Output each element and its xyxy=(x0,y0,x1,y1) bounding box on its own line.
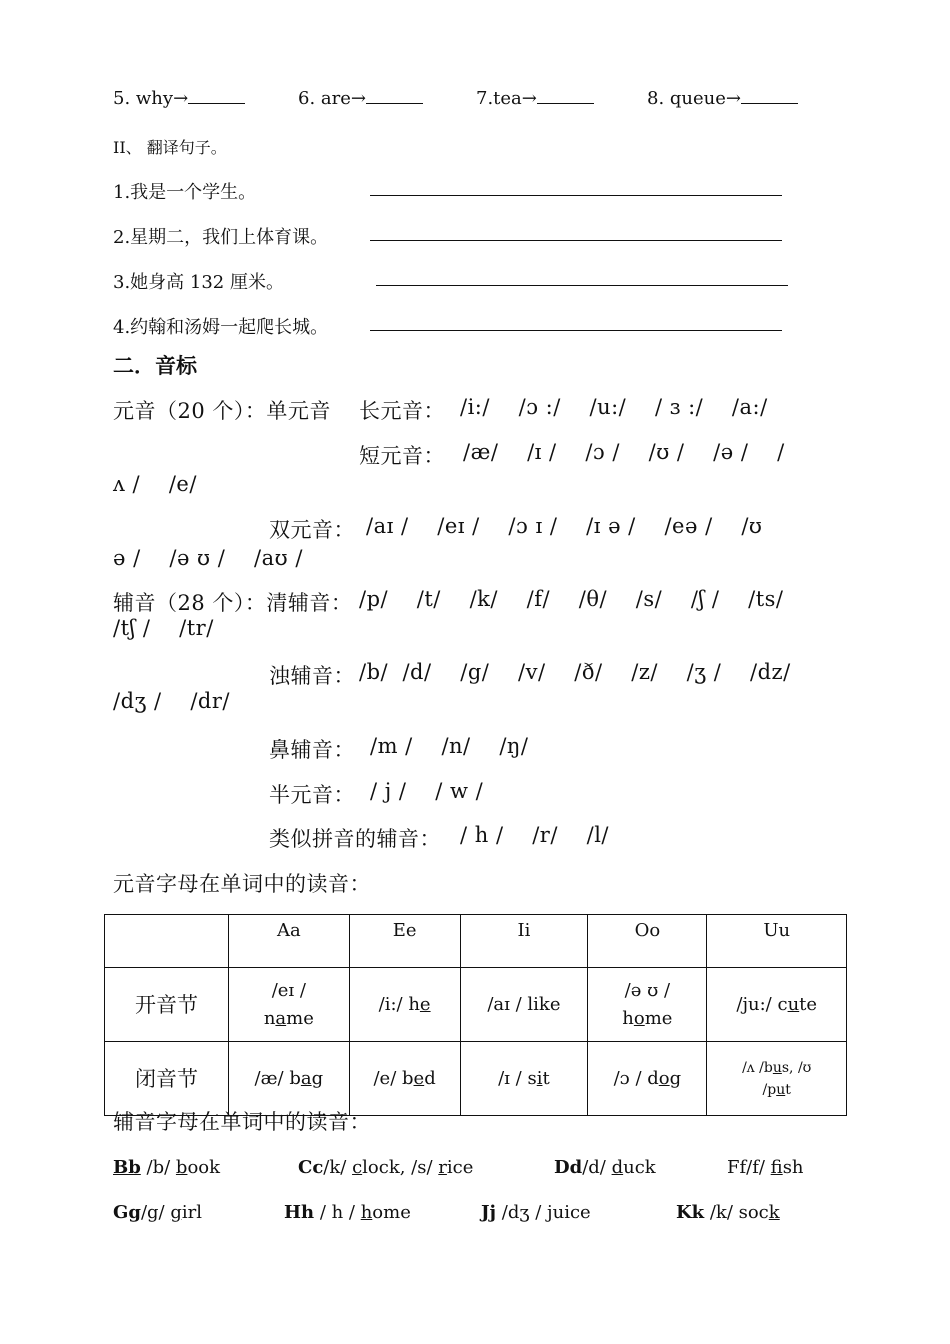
word-part: n xyxy=(263,1007,276,1029)
word-part: s, /ʊ xyxy=(781,1059,812,1076)
word-part: irl xyxy=(181,1202,202,1223)
phonetic-symbol: /eɪ / xyxy=(271,979,306,1001)
row-header-closed: 闭音节 xyxy=(105,1042,229,1116)
translation-line-4[interactable] xyxy=(370,330,782,331)
exercise-item-8 xyxy=(647,88,798,109)
translation-line-3[interactable] xyxy=(376,285,788,286)
exercise-item-7 xyxy=(476,88,594,109)
table-cell xyxy=(229,968,350,1042)
word-part: b xyxy=(402,1067,414,1089)
nasal-label: 鼻辅音： xyxy=(269,738,355,762)
underlined-letter: a xyxy=(275,1007,287,1029)
underlined-letter: c xyxy=(352,1157,363,1178)
table-cell xyxy=(707,968,847,1042)
word-part: d xyxy=(424,1067,436,1089)
short-vowels-line2: ʌ / /e/ xyxy=(113,472,197,496)
word-part: b xyxy=(289,1067,301,1089)
underlined-letter: b xyxy=(175,1157,188,1178)
table-cell xyxy=(707,1042,847,1116)
short-vowels-line1: /æ/ /ɪ / /ɔ / /ʊ / /ə / / xyxy=(463,440,785,464)
consonant-entry-bb xyxy=(113,1157,220,1178)
vowel-letter-table xyxy=(104,914,847,1116)
letter: Hh xyxy=(284,1202,315,1223)
word-part: g xyxy=(311,1067,324,1089)
underlined-letter: h xyxy=(360,1202,373,1223)
letter: Jj xyxy=(481,1202,497,1223)
word-part: h xyxy=(408,993,420,1015)
word-part: te xyxy=(799,993,818,1015)
exercise-item-5 xyxy=(113,88,245,109)
table-row-closed-syllable xyxy=(105,1042,847,1116)
table-header-cell: Ii xyxy=(460,915,588,968)
semivowels: / j / / w / xyxy=(370,779,484,803)
underlined-letter: j xyxy=(547,1202,553,1223)
table-header-cell: Oo xyxy=(588,915,707,968)
table-cell xyxy=(460,1042,588,1116)
word-part: me xyxy=(286,1007,314,1029)
consonant-entry-hh xyxy=(284,1202,411,1223)
phonetic-text: / h / xyxy=(314,1202,361,1223)
phonetic-symbol: /æ/ xyxy=(254,1067,284,1089)
phonetic-symbol: /ɔ / xyxy=(613,1067,642,1089)
exercise-item-7-text: 7.tea→ xyxy=(476,88,537,109)
section-ii-heading: II、 翻译句子。 xyxy=(113,138,227,157)
long-vowels: /i:/ /ɔ :/ /u:/ / ɜ :/ /a:/ xyxy=(460,395,768,419)
word-part: ome xyxy=(372,1202,411,1223)
phonetic-symbol: /ʌ /b xyxy=(742,1059,773,1076)
phonetic-text: /dʒ / xyxy=(496,1202,548,1223)
table-header-cell: Uu xyxy=(707,915,847,968)
underlined-letter: o xyxy=(633,1007,645,1029)
answer-blank[interactable] xyxy=(366,103,423,104)
phonetic-text: /f/ xyxy=(746,1157,771,1178)
word-part: c xyxy=(777,993,788,1015)
table-cell xyxy=(460,968,588,1042)
example-word xyxy=(592,1005,702,1033)
semivowel-label: 半元音： xyxy=(269,783,355,807)
voiced-consonants-line1: /b/ /d/ /g/ /v/ /ð/ /z/ /ʒ / /dz/ xyxy=(359,660,791,684)
word-part: ish xyxy=(782,1157,804,1178)
phonetic-symbol: /ju:/ xyxy=(736,993,772,1015)
underlined-letter: e xyxy=(419,993,431,1015)
letter: Bb xyxy=(113,1157,141,1178)
letter: Ff xyxy=(727,1157,747,1178)
consonant-entry-cc xyxy=(298,1157,473,1178)
table-cell xyxy=(229,1042,350,1116)
translation-line-1[interactable] xyxy=(370,195,782,196)
table-cell xyxy=(588,1042,707,1116)
cell-line xyxy=(711,1079,842,1101)
voiceless-consonants-line2: /tʃ / /tr/ xyxy=(113,616,214,640)
answer-blank[interactable] xyxy=(188,103,245,104)
word-part: me xyxy=(644,1007,673,1029)
vowels-label: 元音（20 个）：单元音 xyxy=(113,399,331,423)
phonetic-text: /g/ xyxy=(140,1202,171,1223)
section-title: 二．音标 xyxy=(113,353,197,378)
word-part: ice xyxy=(446,1157,474,1178)
underlined-letter: u xyxy=(787,993,800,1015)
consonant-entry-kk xyxy=(676,1202,780,1223)
table-cell xyxy=(349,968,460,1042)
sentence-1: 1.我是一个学生。 xyxy=(113,182,257,203)
consonant-entry-ff xyxy=(727,1157,804,1178)
sentence-3: 3.她身高 132 厘米。 xyxy=(113,272,284,293)
consonants-label: 辅音（28 个）：清辅音： xyxy=(113,591,353,615)
phonetic-symbol: /e/ xyxy=(373,1067,397,1089)
underlined-letter: f xyxy=(770,1157,783,1178)
voiced-label: 浊辅音： xyxy=(269,664,355,688)
cell-line xyxy=(711,1057,842,1079)
example-word xyxy=(233,1005,345,1033)
table-cell xyxy=(349,1042,460,1116)
table-corner-cell xyxy=(105,915,229,968)
table-header-cell: Ee xyxy=(349,915,460,968)
exercise-item-5-text: 5. why→ xyxy=(113,88,189,109)
word-part: t xyxy=(785,1081,791,1098)
example-word: like xyxy=(527,993,561,1015)
table-header-row xyxy=(105,915,847,968)
word-part: uck xyxy=(623,1157,656,1178)
nasal-consonants: /m / /n/ /ŋ/ xyxy=(370,734,529,758)
phonetic-text: /k/ xyxy=(323,1157,353,1178)
phonetic-symbol: /ə ʊ / xyxy=(624,979,671,1001)
underlined-letter: u xyxy=(776,1081,786,1098)
table-row-open-syllable xyxy=(105,968,847,1042)
table-cell xyxy=(588,968,707,1042)
word-part: lock, /s/ xyxy=(362,1157,439,1178)
pinyin-like-consonants: / h / /r/ /l/ xyxy=(460,823,609,847)
phonetic-symbol: /ɪ / xyxy=(498,1067,522,1089)
word-part: s xyxy=(527,1067,537,1089)
row-header-open: 开音节 xyxy=(105,968,229,1042)
diphthongs-line2: ə / /ə ʊ / /aʊ / xyxy=(113,546,303,570)
letter: Dd xyxy=(554,1157,583,1178)
answer-blank[interactable] xyxy=(741,103,798,104)
sentence-2: 2.星期二，我们上体育课。 xyxy=(113,227,329,248)
diphthongs-label: 双元音： xyxy=(269,518,355,542)
underlined-letter: r xyxy=(438,1157,447,1178)
underlined-letter: g xyxy=(170,1202,182,1223)
exercise-item-6 xyxy=(298,88,423,109)
diphthongs-line1: /aɪ / /eɪ / /ɔ ɪ / /ɪ ə / /eə / /ʊ xyxy=(366,514,763,538)
word-part: t xyxy=(542,1067,550,1089)
letter: Kk xyxy=(676,1202,705,1223)
letter: Cc xyxy=(298,1157,324,1178)
word-part: ook xyxy=(187,1157,221,1178)
sentence-4: 4.约翰和汤姆一起爬长城。 xyxy=(113,317,329,338)
word-part: d xyxy=(647,1067,659,1089)
underlined-letter: u xyxy=(772,1059,782,1076)
consonant-entry-jj xyxy=(481,1202,591,1223)
answer-blank[interactable] xyxy=(537,103,594,104)
long-vowels-label: 长元音： xyxy=(359,399,445,423)
vowel-table-title: 元音字母在单词中的读音： xyxy=(113,872,371,896)
letter: Gg xyxy=(113,1202,141,1223)
word-part: uice xyxy=(552,1202,591,1223)
underlined-letter: o xyxy=(658,1067,670,1089)
phonetic-text: /b/ xyxy=(146,1157,176,1178)
word-part: h xyxy=(622,1007,634,1029)
phonetic-text: /d/ xyxy=(582,1157,612,1178)
short-vowels-label: 短元音： xyxy=(359,444,445,468)
voiceless-consonants-line1: /p/ /t/ /k/ /f/ /θ/ /s/ /ʃ / /ts/ xyxy=(359,587,784,611)
underlined-letter: a xyxy=(300,1067,312,1089)
word-part: g xyxy=(669,1067,682,1089)
consonant-letters-title: 辅音字母在单词中的读音： xyxy=(113,1110,371,1134)
word-part: /p xyxy=(762,1081,777,1098)
exercise-item-6-text: 6. are→ xyxy=(298,88,366,109)
underlined-letter: d xyxy=(611,1157,624,1178)
underlined-letter: e xyxy=(413,1067,425,1089)
pinyin-like-label: 类似拼音的辅音： xyxy=(269,827,441,851)
consonant-entry-gg xyxy=(113,1202,202,1223)
translation-line-2[interactable] xyxy=(370,240,782,241)
phonetic-symbol: /i:/ xyxy=(378,993,403,1015)
consonant-entry-dd xyxy=(554,1157,656,1178)
phonetic-symbol: /aɪ / xyxy=(487,993,522,1015)
table-header-cell: Aa xyxy=(229,915,350,968)
exercise-item-8-text: 8. queue→ xyxy=(647,88,741,109)
underlined-letter: k xyxy=(768,1202,780,1223)
voiced-consonants-line2: /dʒ / /dr/ xyxy=(113,689,230,713)
underlined-letter: i xyxy=(536,1067,543,1089)
phonetic-text: /k/ soc xyxy=(704,1202,769,1223)
